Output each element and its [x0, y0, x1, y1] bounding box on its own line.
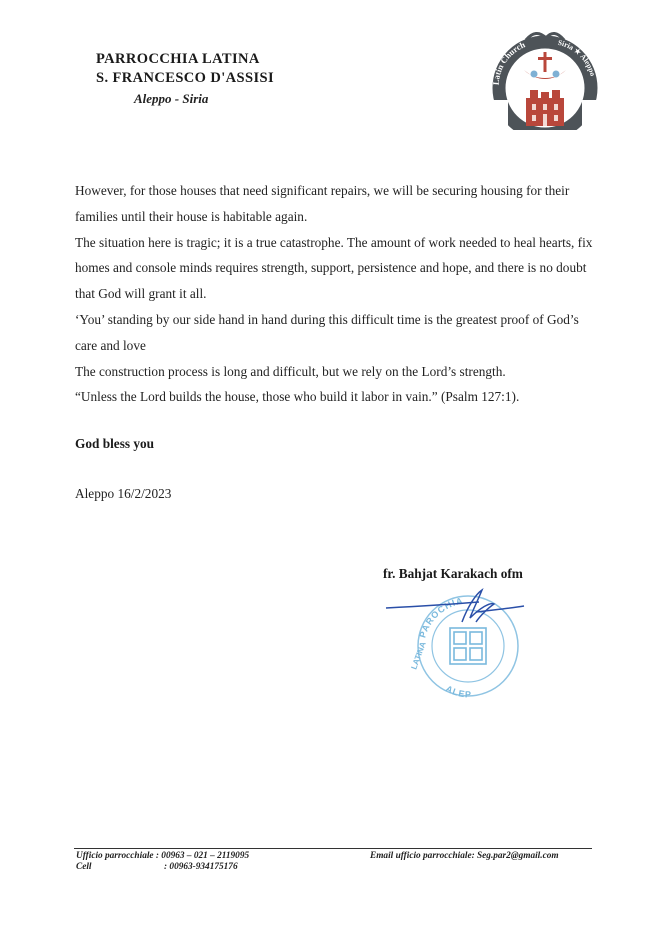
letterhead: [96, 50, 274, 107]
stamp-bottom-text: ALEP: [444, 683, 473, 700]
body-paragraph: However, for those houses that need significant repairs, we will be securing housing for their families until their house is habitable again.: [75, 183, 570, 224]
footer-email: Email ufficio parrocchiale: Seg.par2@gmail.com: [370, 851, 559, 861]
logo-text-right: Siria ★ Aleppo: [557, 37, 598, 78]
cell-phone: : 00963-934175176: [164, 862, 238, 872]
parish-logo-icon: [486, 30, 604, 130]
body-paragraph: The construction process is long and difficult, but we rely on the Lord’s strength.: [75, 363, 506, 379]
stamp-left-text: LATINA: [409, 640, 428, 671]
letter-body: [75, 178, 595, 410]
body-paragraph: The situation here is tragic; it is a true catastrophe. The amount of work needed to heal hearts, fix homes and console minds requires strength, support, persistence and hope, and there is no doubt that God will grant it all.: [75, 234, 593, 302]
logo-text-left: Latin Church: [490, 39, 527, 86]
footer-divider: [74, 848, 592, 849]
office-phone-label: Ufficio parrocchiale: [76, 851, 154, 861]
body-paragraph: ‘You’ standing by our side hand in hand during this difficult time is the greatest proof of God’s care and love: [75, 311, 579, 353]
footer-contacts: [76, 851, 249, 873]
parish-stamp-signature: [384, 586, 534, 712]
body-paragraph: “Unless the Lord builds the house, those who build it labor in vain.” (Psalm 127:1).: [75, 389, 520, 405]
parish-name-line2: S. FRANCESCO D'ASSISI: [96, 70, 275, 86]
office-phone: : 00963 – 021 – 2119095: [155, 851, 250, 861]
signer-name: fr. Bahjat Karakach ofm: [383, 566, 523, 581]
parish-location: Aleppo - Siria: [134, 91, 209, 106]
stamp-top-text: PAROCHIA: [417, 595, 465, 640]
parish-name-line1: PARROCCHIA LATINA: [96, 51, 260, 67]
cell-label: Cell: [76, 862, 92, 872]
letter-date: Aleppo 16/2/2023: [75, 486, 172, 501]
svg-text:ALEP: [444, 683, 472, 699]
closing-blessing: God bless you: [75, 436, 155, 451]
